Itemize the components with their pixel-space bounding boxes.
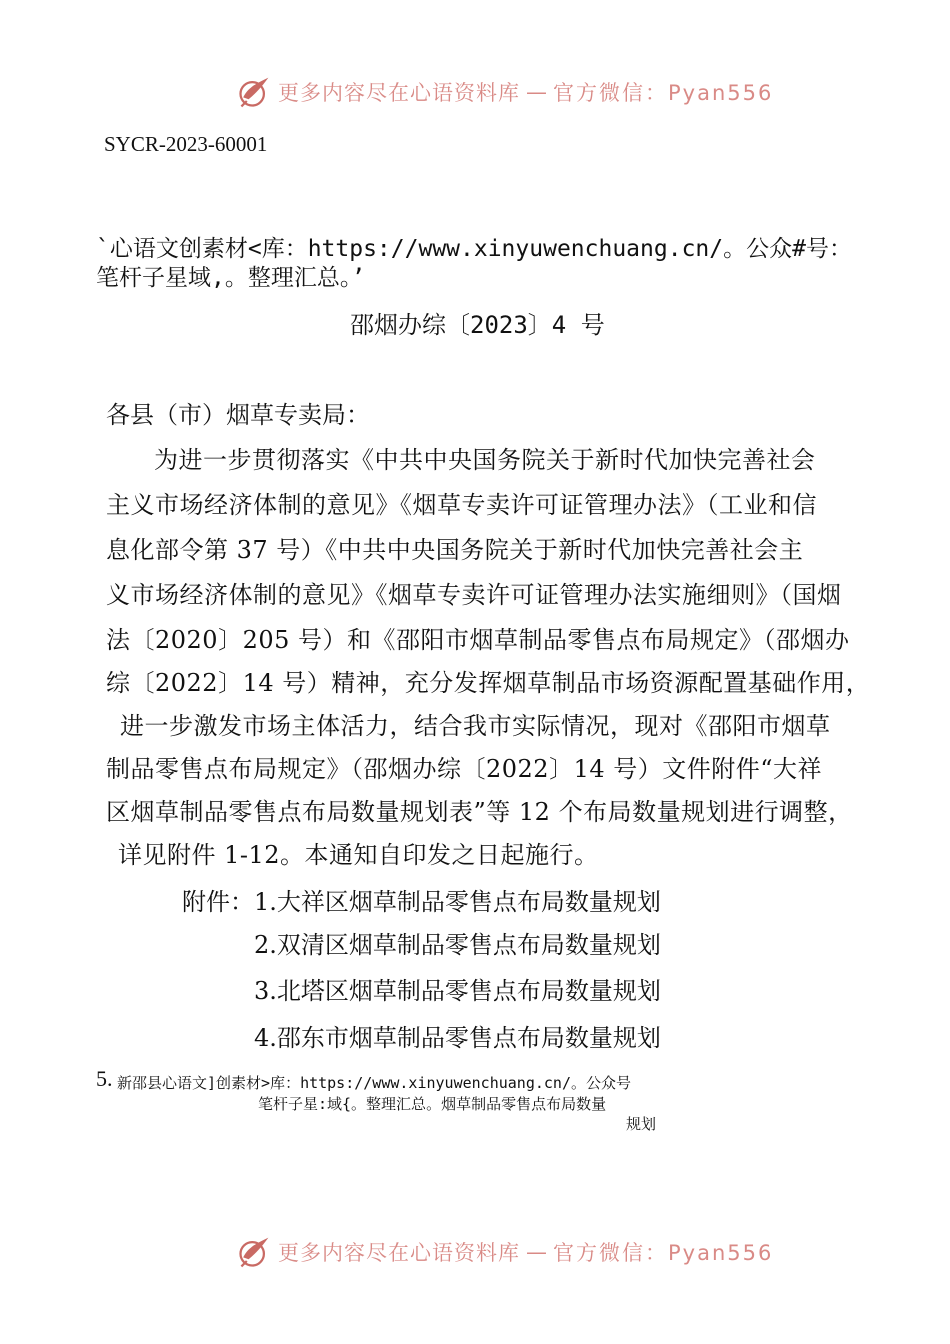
- document-number: 邵烟办综〔2023〕4 号: [350, 311, 605, 339]
- body-line: 综〔2022〕14 号）精神，充分发挥烟草制品市场资源配置基础作用，: [106, 669, 871, 697]
- watermark-wechat: 官方微信：Pyan556: [553, 81, 774, 105]
- body-line: 义市场经济体制的意见》《烟草专卖许可证管理办法实施细则》（国烟: [106, 581, 842, 609]
- salutation: 各县（市）烟草专卖局：: [106, 401, 370, 429]
- watermark-separator: —: [526, 80, 547, 104]
- attachments-label: 附件：: [182, 888, 254, 916]
- body-line: 法〔2020〕205 号）和《邵阳市烟草制品零售点布局规定》（邵烟办: [106, 626, 850, 654]
- body-line: 区烟草制品零售点布局数量规划表”等 12 个布局数量规划进行调整，: [106, 798, 853, 826]
- watermark-header: [236, 72, 773, 112]
- watermark-text: 更多内容尽在心语资料库: [278, 81, 520, 105]
- attachment-item: 4.邵东市烟草制品零售点布局数量规划: [254, 1024, 661, 1052]
- attachment-5-line-3: 规划: [626, 1115, 657, 1133]
- quill-swirl-logo-icon: [236, 74, 272, 110]
- notice-line-2: 笔杆子星域,。整理汇总。’: [96, 265, 366, 291]
- body-line: 详见附件 1-12。本通知自印发之日起施行。: [118, 841, 599, 869]
- watermark-separator: —: [526, 1240, 547, 1264]
- body-line: 主义市场经济体制的意见》《烟草专卖许可证管理办法》（工业和信: [106, 491, 817, 519]
- body-line: 制品零售点布局规定》（邵烟办综〔2022〕14 号）文件附件“大祥: [106, 755, 823, 783]
- body-line: 息化部令第 37 号）《中共中央国务院关于新时代加快完善社会主: [106, 536, 804, 564]
- watermark-text: 更多内容尽在心语资料库: [278, 1241, 520, 1265]
- body-line: 进一步激发市场主体活力，结合我市实际情况，现对《邵阳市烟草: [120, 712, 831, 740]
- attachment-item: 3.北塔区烟草制品零售点布局数量规划: [254, 977, 661, 1005]
- notice-line-1: `心语文创素材<库：https://www.xinyuwenchuang.cn/。公众#号：: [96, 236, 852, 262]
- body-line: 为进一步贯彻落实《中共中央国务院关于新时代加快完善社会: [154, 446, 816, 474]
- attachment-5-line-1: 新邵县心语文]创素材>库：https://www.xinyuwenchuang.cn/。公众号: [117, 1074, 631, 1092]
- watermark-wechat: 官方微信：Pyan556: [553, 1241, 774, 1265]
- attachment-5-number: 5.: [96, 1066, 113, 1091]
- attachment-item: 2.双清区烟草制品零售点布局数量规划: [254, 931, 661, 959]
- watermark-footer: [236, 1232, 773, 1272]
- quill-swirl-logo-icon: [236, 1234, 272, 1270]
- attachment-5-line-2: 笔杆子星:域{。整理汇总。烟草制品零售点布局数量: [258, 1095, 607, 1113]
- attachment-item: 1.大祥区烟草制品零售点布局数量规划: [254, 888, 661, 916]
- document-id: SYCR-2023-60001: [104, 132, 268, 156]
